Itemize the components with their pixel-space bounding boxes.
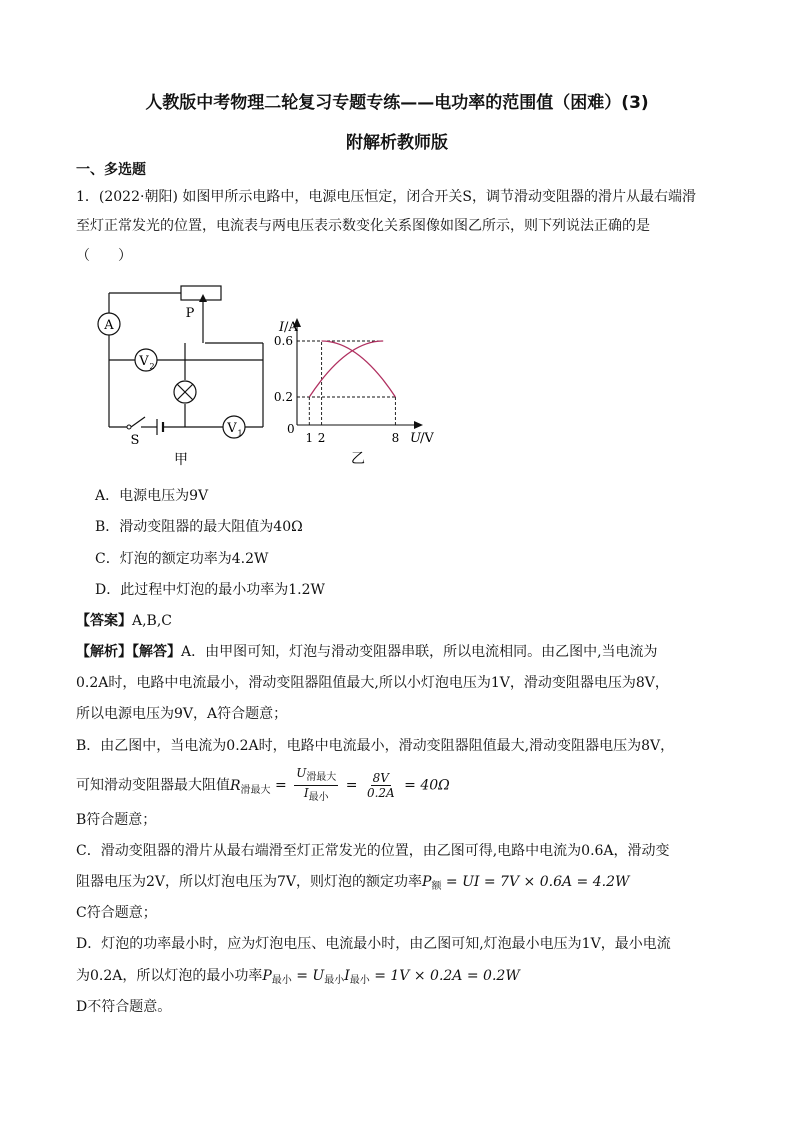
option-a: A．电源电压为9V <box>95 488 209 504</box>
graph-caption: 乙 <box>351 451 365 467</box>
answer-value: A,B,C <box>132 613 173 629</box>
analysis-d-line-1: D．灯泡的功率最小时，应为灯泡电压、电流最小时，由乙图可知,灯泡最小电压为1V，最小电流 <box>76 936 671 952</box>
circuit-diagram <box>95 280 280 475</box>
y-axis-label-var: I <box>279 320 285 335</box>
analysis-b-line-2: 可知滑动变阻器最大阻值$R_{滑最大}$ = $\frac{U_{滑最大}}{I_{最小}}$ = $\frac{8V}{0.2A}$ = 40Ω <box>76 766 450 803</box>
y-tick-label: 0.2 <box>273 390 293 404</box>
formula-p-rated: $P_额$ = UI = 7V × 0.6A = 4.2W <box>422 874 630 892</box>
origin-label: 0 <box>287 422 295 436</box>
series-curve-1 <box>309 341 383 397</box>
option-c: C．灯泡的额定功率为4.2W <box>95 551 269 567</box>
slider-label: P <box>185 306 195 321</box>
voltmeter1-label: V <box>227 421 237 436</box>
x-tick-label: 1 <box>305 431 314 445</box>
voltmeter2-label: V <box>139 354 149 369</box>
circuit-caption: 甲 <box>174 452 188 468</box>
page-subtitle: 附解析教师版 <box>346 133 448 153</box>
option-d: D．此过程中灯泡的最小功率为1.2W <box>95 582 325 598</box>
x-axis-label-unit: /V <box>420 431 434 446</box>
analysis-label: 【解析】【解答】 <box>76 644 181 660</box>
analysis-d-line-2: 为0.2A，所以灯泡的最小功率$P_{最小} = U_{最小}I_{最小} = 1V \times 0.2A = 0.2W$ <box>76 968 520 986</box>
analysis-a-line-3: 所以电源电压为9V，A符合题意； <box>76 706 288 722</box>
analysis-c-line-3: C符合题意； <box>76 905 157 921</box>
analysis-b-line-3: B符合题意； <box>76 812 157 828</box>
analysis-b-line-1: B．由乙图中，当电流为0.2A时，电路中电流最小，滑动变阻器阻值最大,滑动变阻器电压为8V， <box>76 738 675 754</box>
question-line-1: 1．(2022·朝阳) 如图甲所示电路中，电源电压恒定，闭合开关S，调节滑动变阻器的滑片从最右端滑 <box>76 189 696 205</box>
analysis-c-line-2: 阻器电压为2V，所以灯泡电压为7V，则灯泡的额定功率$P_额$ = UI = 7V × 0.6A = 4.2W <box>76 874 630 892</box>
page-title: 人教版中考物理二轮复习专题专练——电功率的范围值（困难）(3) <box>145 93 649 113</box>
fraction-values: $\frac{8V}{0.2A}$ <box>366 771 395 800</box>
voltmeter2-subscript: 2 <box>149 362 155 371</box>
y-tick-label: 0.6 <box>273 334 293 348</box>
y-axis-label-unit: /A <box>284 320 298 335</box>
x-axis-label-var: U <box>410 431 421 446</box>
fraction-u-over-i: $\frac{U_{滑最大}}{I_{最小}}$ <box>296 766 337 803</box>
analysis-a-line-1: 【解析】【解答】A．由甲图可知，灯泡与滑动变阻器串联，所以电流相同。由乙图中,当电流为 <box>76 644 658 660</box>
analysis-d-line-3: D不符合题意。 <box>76 999 172 1015</box>
switch-pivot <box>127 425 131 429</box>
voltmeter1-subscript: 1 <box>237 429 243 438</box>
formula-p-min: $P_{最小} = U_{最小}I_{最小} = 1V \times 0.2A = 0.2W$ <box>262 968 520 986</box>
series-curve-2 <box>322 341 396 397</box>
section-heading: 一、多选题 <box>76 162 146 178</box>
analysis-a-line-2: 0.2A时，电路中电流最小，滑动变阻器阻值最大,所以小灯泡电压为1V，滑动变阻器电压为8V， <box>76 675 669 691</box>
x-tick-label: 2 <box>317 431 326 445</box>
x-axis-arrow <box>414 421 423 429</box>
x-tick-label: 8 <box>391 431 400 445</box>
answer-line <box>76 611 172 631</box>
rheostat-resistor <box>181 286 221 300</box>
ammeter-label: A <box>104 318 114 333</box>
switch-label: S <box>130 433 140 448</box>
iv-graph <box>270 315 450 475</box>
switch-blade <box>131 417 145 427</box>
option-b: B．滑动变阻器的最大阻值为40Ω <box>95 519 303 535</box>
question-line-3: （ ） <box>76 248 132 264</box>
formula-r: $R_{滑最大}$ <box>230 777 271 796</box>
answer-label: 【答案】 <box>76 613 132 629</box>
analysis-c-line-1: C．滑动变阻器的滑片从最右端滑至灯正常发光的位置，由乙图可得,电路中电流为0.6A，滑动变 <box>76 843 670 859</box>
question-line-2: 至灯正常发光的位置，电流表与两电压表示数变化关系图像如图乙所示，则下列说法正确的是 <box>76 218 650 234</box>
